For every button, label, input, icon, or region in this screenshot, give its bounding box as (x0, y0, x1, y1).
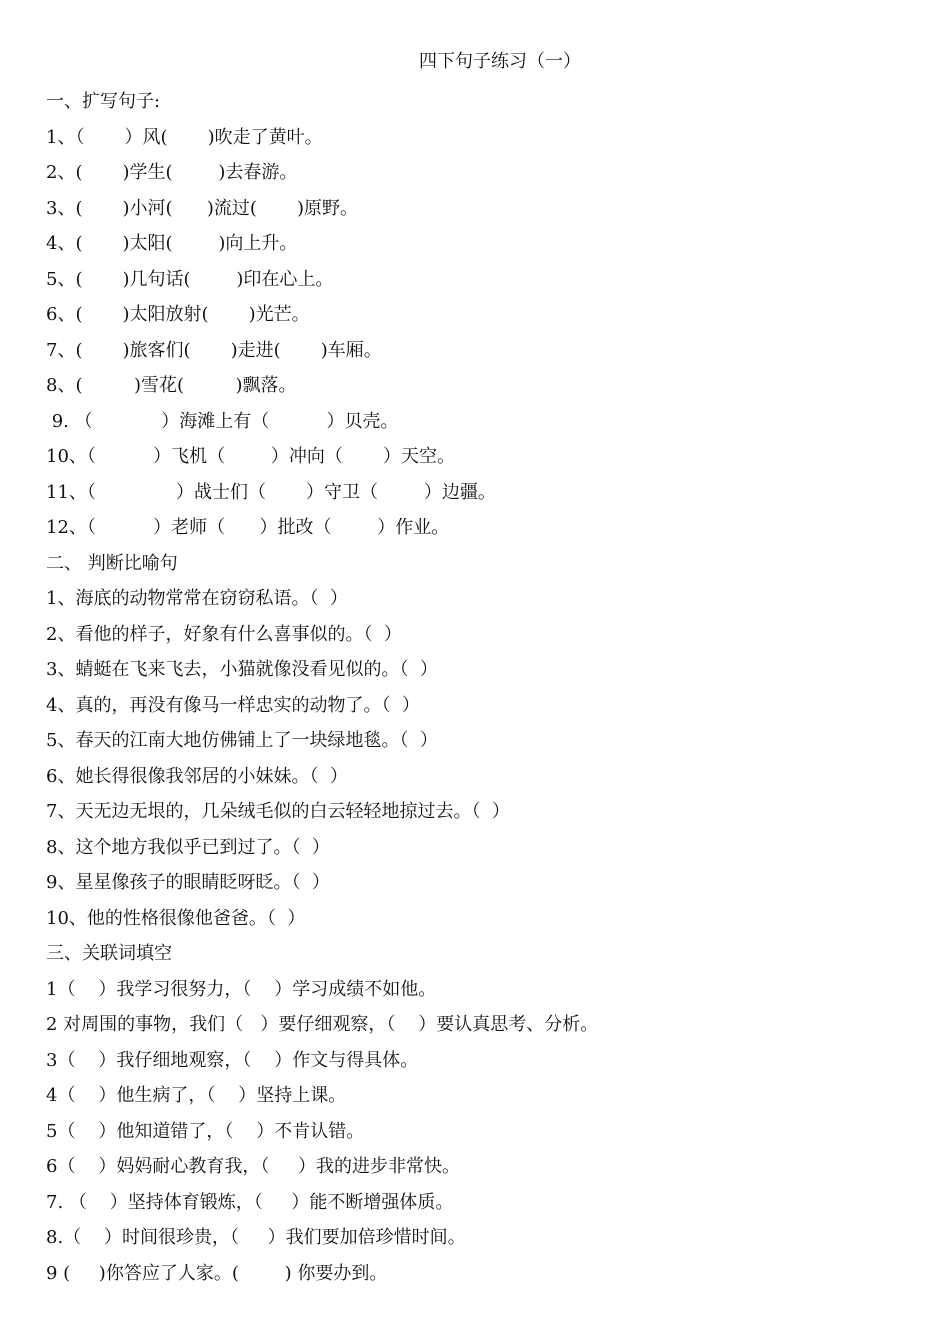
exercise-line: 10、他的性格很像他爸爸。（ ） (46, 907, 306, 929)
section-heading: 一、扩写句子: (46, 91, 161, 112)
exercise-line: 1、海底的动物常常在窃窃私语。（ ） (46, 588, 348, 609)
exercise-line: 9、星星像孩子的眼睛眨呀眨。（ ） (46, 872, 330, 893)
exercise-line: 3、( )小河( )流过( )原野。 (46, 197, 359, 219)
exercise-line: 10、（ ）飞机（ ）冲向（ ）天空。 (46, 446, 455, 467)
exercise-line: 6、( )太阳放射( )光芒。 (46, 304, 310, 325)
exercise-line: 8.（ ）时间很珍贵，（ ）我们要加倍珍惜时间。 (46, 1227, 466, 1248)
exercise-line: 12、（ ）老师（ ）批改（ ）作业。 (46, 517, 450, 538)
exercise-line: 5、( )几句话( )印在心上。 (46, 268, 334, 290)
exercise-line: 7、( )旅客们( )走进( )车厢。 (46, 339, 382, 361)
exercise-line: 11、（ ）战士们（ ）守卫（ ）边疆。 (46, 481, 496, 503)
exercise-line: 4（ ）他生病了，（ ）坚持上课。 (46, 1085, 347, 1106)
exercise-line: 5、春天的江南大地仿佛铺上了一块绿地毯。（ ） (46, 730, 438, 751)
exercise-line: 2 对周围的事物，我们（ ）要仔细观察，（ ）要认真思考、分析。 (46, 1014, 599, 1035)
exercise-line: 8、( )雪花( )飘落。 (46, 375, 297, 396)
exercise-line: 4、真的，再没有像马一样忠实的动物了。（ ） (46, 694, 420, 716)
exercise-line: 6（ ）妈妈耐心教育我，（ ）我的进步非常快。 (46, 1156, 460, 1177)
exercise-line: 3（ ）我仔细地观察，（ ）作文与得具体。 (46, 1049, 419, 1071)
exercise-line: 1、（ ）风( )吹走了黄叶。 (46, 126, 323, 148)
exercise-line: 7. （ ）坚持体育锻炼，（ ）能不断增强体质。 (46, 1191, 454, 1213)
exercise-line: 4、( )太阳( )向上升。 (46, 233, 298, 254)
exercise-line: 7、天无边无垠的，几朵绒毛似的白云轻轻地掠过去。（ ） (46, 801, 510, 822)
exercise-line: 8、这个地方我似乎已到过了。（ ） (46, 836, 330, 858)
section-heading: 三、关联词填空 (46, 943, 172, 964)
exercise-line: 9. （ ）海滩上有（ ）贝壳。 (46, 410, 399, 432)
exercise-line: 5（ ）他知道错了，（ ）不肯认错。 (46, 1120, 365, 1142)
exercise-line: 3、蜻蜓在飞来飞去，小猫就像没看见似的。（ ） (46, 659, 438, 680)
exercise-line: 2、( )学生( )去春游。 (46, 162, 298, 183)
page-title: 四下句子练习（一） (419, 51, 581, 72)
exercise-line: 6、她长得很像我邻居的小妹妹。（ ） (46, 765, 348, 787)
worksheet-content (46, 84, 926, 1291)
exercise-line: 9 ( )你答应了人家。( ) 你要办到。 (46, 1262, 388, 1284)
exercise-line: 2、看他的样子，好象有什么喜事似的。（ ） (46, 623, 402, 645)
exercise-line: 1（ ）我学习很努力，（ ）学习成绩不如他。 (46, 978, 437, 1000)
section-heading: 二、 判断比喻句 (46, 552, 178, 574)
